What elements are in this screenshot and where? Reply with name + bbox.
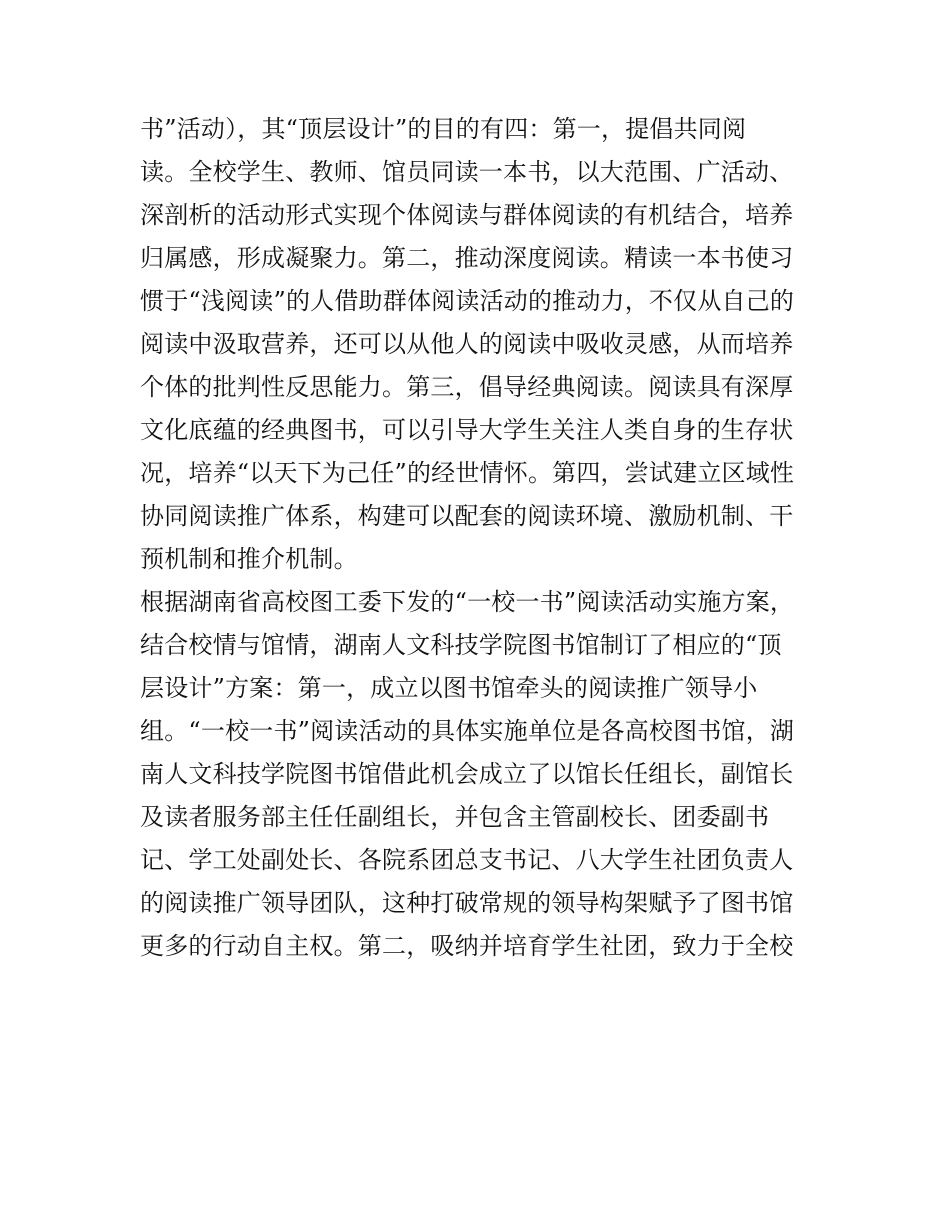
text-line: 更多的行动自主权。第二，吸纳并培育学生社团，致力于全校 — [140, 932, 794, 960]
text-line: 归属感，形成凝聚力。第二，推动深度阅读。精读一本书使习 — [140, 244, 794, 272]
text-line: 深剖析的活动形式实现个体阅读与群体阅读的有机结合，培养 — [140, 201, 794, 229]
text-line: 协同阅读推广体系，构建可以配套的阅读环境、激励机制、干 — [140, 502, 794, 530]
text-line: 及读者服务部主任任副组长，并包含主管副校长、团委副书 — [140, 803, 770, 831]
text-line: 南人文科技学院图书馆借此机会成立了以馆长任组长，副馆长 — [140, 760, 794, 788]
text-line: 阅读中汲取营养，还可以从他人的阅读中吸收灵感，从而培养 — [140, 330, 794, 358]
text-line: 记、学工处副处长、各院系团总支书记、八大学生社团负责人 — [140, 846, 794, 874]
text-line: 结合校情与馆情，湖南人文科技学院图书馆制订了相应的“顶 — [140, 631, 782, 659]
text-line: 文化底蕴的经典图书，可以引导大学生关注人类自身的生存状 — [140, 416, 794, 444]
text-line: 书”活动），其“顶层设计”的目的有四：第一，提倡共同阅 — [140, 115, 747, 143]
text-line: 预机制和推介机制。 — [140, 545, 358, 573]
text-line: 读。全校学生、教师、馆员同读一本书，以大范围、广活动、 — [140, 158, 794, 186]
body-text — [140, 108, 820, 968]
text-line: 况，培养“以天下为己任”的经世情怀。第四，尝试建立区域性 — [140, 459, 795, 487]
text-line: 的阅读推广领导团队，这种打破常规的领导构架赋予了图书馆 — [140, 889, 794, 917]
paragraph-lines — [140, 108, 820, 968]
text-line: 惯于“浅阅读”的人借助群体阅读活动的推动力，不仅从自己的 — [140, 287, 795, 315]
text-line: 个体的批判性反思能力。第三，倡导经典阅读。阅读具有深厚 — [140, 373, 794, 401]
text-line: 层设计”方案：第一，成立以图书馆牵头的阅读推广领导小 — [140, 674, 758, 702]
text-line: 根据湖南省高校图工委下发的“一校一书”阅读活动实施方案， — [140, 588, 795, 616]
text-line: 组。“一校一书”阅读活动的具体实施单位是各高校图书馆，湖 — [140, 717, 795, 745]
